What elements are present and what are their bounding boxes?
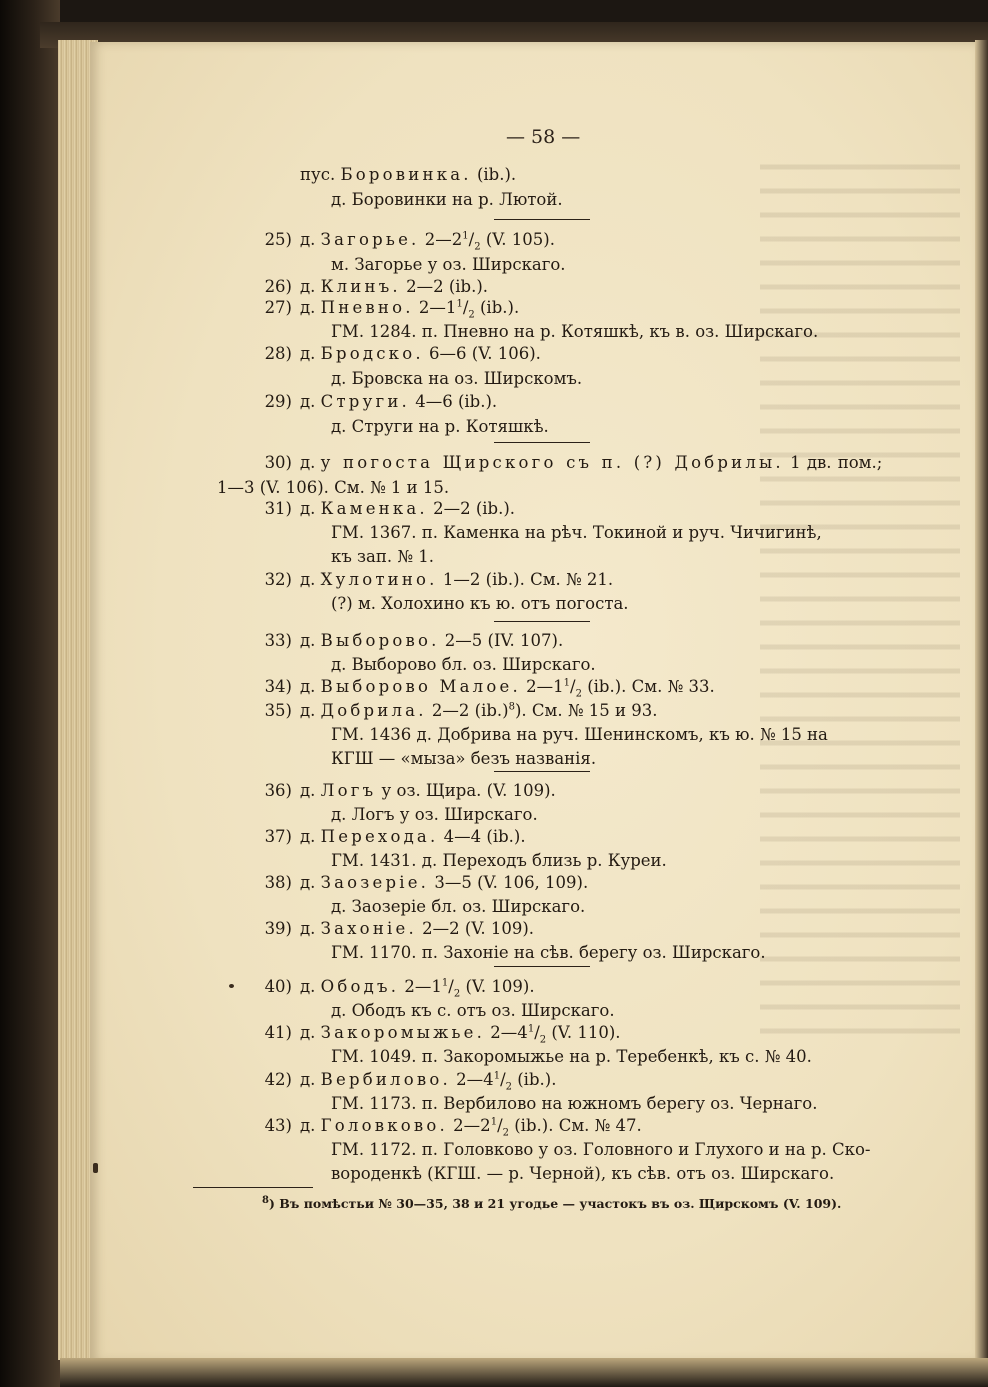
entry-name: Выборово Малое. [320,677,521,696]
entry-source: 2—2 (ib.). [400,277,489,296]
section-rule [494,621,590,622]
entry-heading [300,631,563,651]
entry-heading [300,873,588,893]
entry-heading [300,277,488,297]
fraction-slash: / [462,298,469,317]
entry-number: 31) [264,499,292,518]
entry-heading [300,453,882,473]
entry-source: (ib.). См. № 33. [581,677,715,696]
entry-name: Клинъ. [320,277,401,296]
entry-note: д. Струги на р. Котяшкѣ. [331,417,549,436]
entry-name: Закоромыжье. [320,1023,486,1042]
entry-prefix: д. [300,977,321,996]
entry-heading [300,701,657,721]
entry-source: 2—2 (ib.). [427,499,516,518]
entry-heading [300,1023,621,1046]
entry-source: ). См. № 15 и 93. [515,701,658,720]
entry-prefix: д. [300,1116,321,1135]
fraction-denominator: 2 [502,1127,509,1139]
entry-name: у погоста Щирского съ п. (?) [320,453,675,472]
entry-note: ГМ. 1436 д. Добрива на руч. Шенинскомъ, къ ю. № 15 на [331,725,828,744]
entry-note: д. Заозеріе бл. оз. Ширскаго. [331,897,586,916]
entry-prefix: д. [300,827,321,846]
entry-note: ГМ. 1173. п. Вербилово на южномъ берегу оз. Чернаго. [331,1094,818,1113]
section-rule [494,442,590,443]
footnote: $^8$) Въ помѣстьи № 30—35, 38 и 21 угодье — участокъ въ оз. Щирскомъ (V. 109). [262,1194,842,1211]
footnote-ref: 8 [508,701,515,713]
entry-name: Хулотино. [320,570,438,589]
entry-prefix: д. [300,392,321,411]
entry-name: Загорье. [320,230,420,249]
entry-number: 29) [264,392,292,411]
entry-note: д. Выборово бл. оз. Ширскаго. [331,655,596,674]
entry-prefix: д. [300,298,321,317]
fraction-denominator: 2 [453,988,461,1000]
entry-name: Ободъ. [320,977,400,996]
fraction-numerator: 1 [441,977,449,989]
entry-number: 38) [264,873,292,892]
entry-source: 4—4 (ib.). [438,827,526,846]
entry-heading [300,298,520,321]
book-binding [0,0,60,1387]
entry-count: 2—4 [450,1070,494,1089]
entry-note: ГМ. 1284. п. Пневно на р. Котяшкѣ, къ в. оз. Ширскаго. [331,322,819,341]
entry-source: (ib.). См. № 47. [509,1116,642,1135]
page-right-edge [975,40,988,1365]
entry-prefix: д. [300,499,321,518]
entry-prefix: д. [300,344,321,363]
entry-prefix: д. [300,1023,321,1042]
fraction-slash: / [468,230,475,249]
entry-heading [300,827,526,847]
entry-source: (ib.). [512,1070,557,1089]
fraction-denominator: 2 [539,1034,547,1046]
entry-prefix: д. [300,701,321,720]
entry-number: 43) [264,1116,292,1135]
entry-text [321,453,883,472]
entry-number: 35) [264,701,292,720]
fraction-denominator: 2 [575,688,582,700]
entry-count: 2—2 [419,230,463,249]
entry-source: 2—5 (IV. 107). [439,631,564,650]
fraction-slash: / [570,677,576,696]
entry-number: 33) [264,631,292,650]
fraction-slash: / [534,1023,540,1042]
entry-heading [300,1116,642,1139]
entry-prefix: д. [300,230,321,249]
entry-name: Вербилово. [320,1070,451,1089]
bleed-through-text [760,150,960,1050]
entry-number: 39) [264,919,292,938]
entry-count: 2—4 [485,1023,528,1042]
entry-note: ГМ. 1170. п. Захоніе на сѣв. берегу оз. Ширскаго. [331,943,766,962]
entry-heading [300,977,535,1000]
entry-number: 34) [264,677,292,696]
entry-count: 2—1 [520,677,564,696]
entry-name: Струги. [320,392,410,411]
entry-heading [300,1070,557,1093]
fraction-denominator: 2 [474,241,481,253]
entry-number: 30) [264,453,292,472]
fraction-numerator: 1 [527,1023,535,1035]
entry-note: (?) м. Холохино къ ю. отъ погоста. [331,594,629,613]
entry-name: Добрилы. [674,453,784,472]
entry-note: ГМ. 1367. п. Каменка на рѣч. Токиной и руч. Чичигинѣ, [331,523,822,542]
entry-name: Заозеріе. [320,873,430,892]
entry-name: Бродско. [320,344,424,363]
page-number: — 58 — [506,126,581,148]
entry-note: КГШ — «мыза» безъ названія. [331,749,597,768]
intro-line-2: д. Боровинки на р. Лютой. [331,190,563,209]
entry-count: 2—2 [447,1116,491,1135]
page-bottom-edge [60,1358,988,1387]
entry-note: ГМ. 1049. п. Закоромыжье на р. Теребенкѣ, къ с. № 40. [331,1047,812,1066]
entry-name: Добрила. [320,701,427,720]
fraction-numerator: 1 [462,230,469,242]
ink-speck [93,1163,98,1173]
fraction-numerator: 1 [563,677,571,689]
entry-heading [300,392,497,412]
entry-name: Захоніе. [320,919,417,938]
entry-note: д. Логъ у оз. Ширскаго. [331,805,538,824]
entry-number: 37) [264,827,292,846]
entry-source: (V. 105). [480,230,555,249]
entry-note: ГМ. 1172. п. Головково у оз. Головного и Глухого и на р. Ско- [331,1140,871,1159]
entry-number: 42) [264,1070,292,1089]
entry-heading [300,499,515,519]
fraction-slash: / [500,1070,506,1089]
entry-source: 3—5 (V. 106, 109). [429,873,589,892]
entry-note: д. Ободъ къ с. отъ оз. Ширскаго. [331,1001,615,1020]
entry-name: Каменка. [320,499,428,518]
entry-number: 26) [264,277,292,296]
entry-prefix: д. [300,277,321,296]
entry-heading [300,570,613,590]
entry-number: 40) [264,977,292,996]
entry-source: 4—6 (ib.). [409,392,498,411]
entry-count: 2—1 [413,298,457,317]
intro-line-1: пус. Боровинка. (ib.). [300,165,517,184]
entry-number: 36) [264,781,292,800]
footnote-rule [193,1187,313,1188]
entry-source: (V. 110). [546,1023,621,1042]
fraction-slash: / [448,977,454,996]
fraction-denominator: 2 [468,309,475,321]
section-rule [494,966,590,967]
entry-source: (V. 109). [460,977,535,996]
entry-name: Перехода. [320,827,439,846]
entry-number: 41) [264,1023,292,1042]
entry-prefix: д. [300,570,321,589]
entry-note: д. Бровска на оз. Ширскомъ. [331,369,583,388]
entry-text: 1 дв. пом.; [783,453,883,472]
entry-note: м. Загорье у оз. Ширскаго. [331,255,566,274]
entry-heading [300,781,556,801]
entry-source: 1—2 (ib.). См. № 21. [437,570,614,589]
entry-continuation: 1—3 (V. 106). См. № 1 и 15. [217,478,450,497]
entry-heading [300,919,534,939]
fraction-denominator: 2 [505,1081,512,1093]
entry-prefix: д. [300,631,321,650]
entry-prefix: д. [300,781,321,800]
entry-number: 27) [264,298,292,317]
fraction-slash: / [497,1116,503,1135]
entry-note: къ зап. № 1. [331,547,434,566]
section-rule [494,771,590,772]
entry-name: Головково. [320,1116,448,1135]
entry-count: 2—1 [399,977,442,996]
entry-prefix: д. [300,677,321,696]
entry-heading [300,230,555,253]
entry-note: вороденкѣ (КГШ. — р. Черной), къ сѣв. отъ оз. Ширскаго. [331,1164,835,1183]
entry-number: 25) [264,230,292,249]
section-rule [494,219,590,220]
entry-heading [300,677,715,700]
entry-source: 2—2 (V. 109). [416,919,535,938]
fraction-numerator: 1 [490,1116,498,1128]
entry-name: Логъ [320,781,377,800]
entry-source: у оз. Щира. (V. 109). [376,781,556,800]
entry-source: 6—6 (V. 106). [423,344,541,363]
entry-source: 2—2 (ib.) [426,701,509,720]
entry-name: Пневно. [320,298,414,317]
entry-prefix: д. [300,453,321,472]
entry-note: ГМ. 1431. д. Переходъ близь р. Куреи. [331,851,667,870]
entry-prefix: д. [300,873,321,892]
entry-name: Выборово. [320,631,440,650]
entry-source: (ib.). [474,298,520,317]
entry-prefix: д. [300,1070,321,1089]
entry-number: 28) [264,344,292,363]
entry-prefix: д. [300,919,321,938]
entry-heading [300,344,541,364]
fraction-numerator: 1 [493,1070,501,1082]
fraction-numerator: 1 [456,298,463,310]
entry-number: 32) [264,570,292,589]
